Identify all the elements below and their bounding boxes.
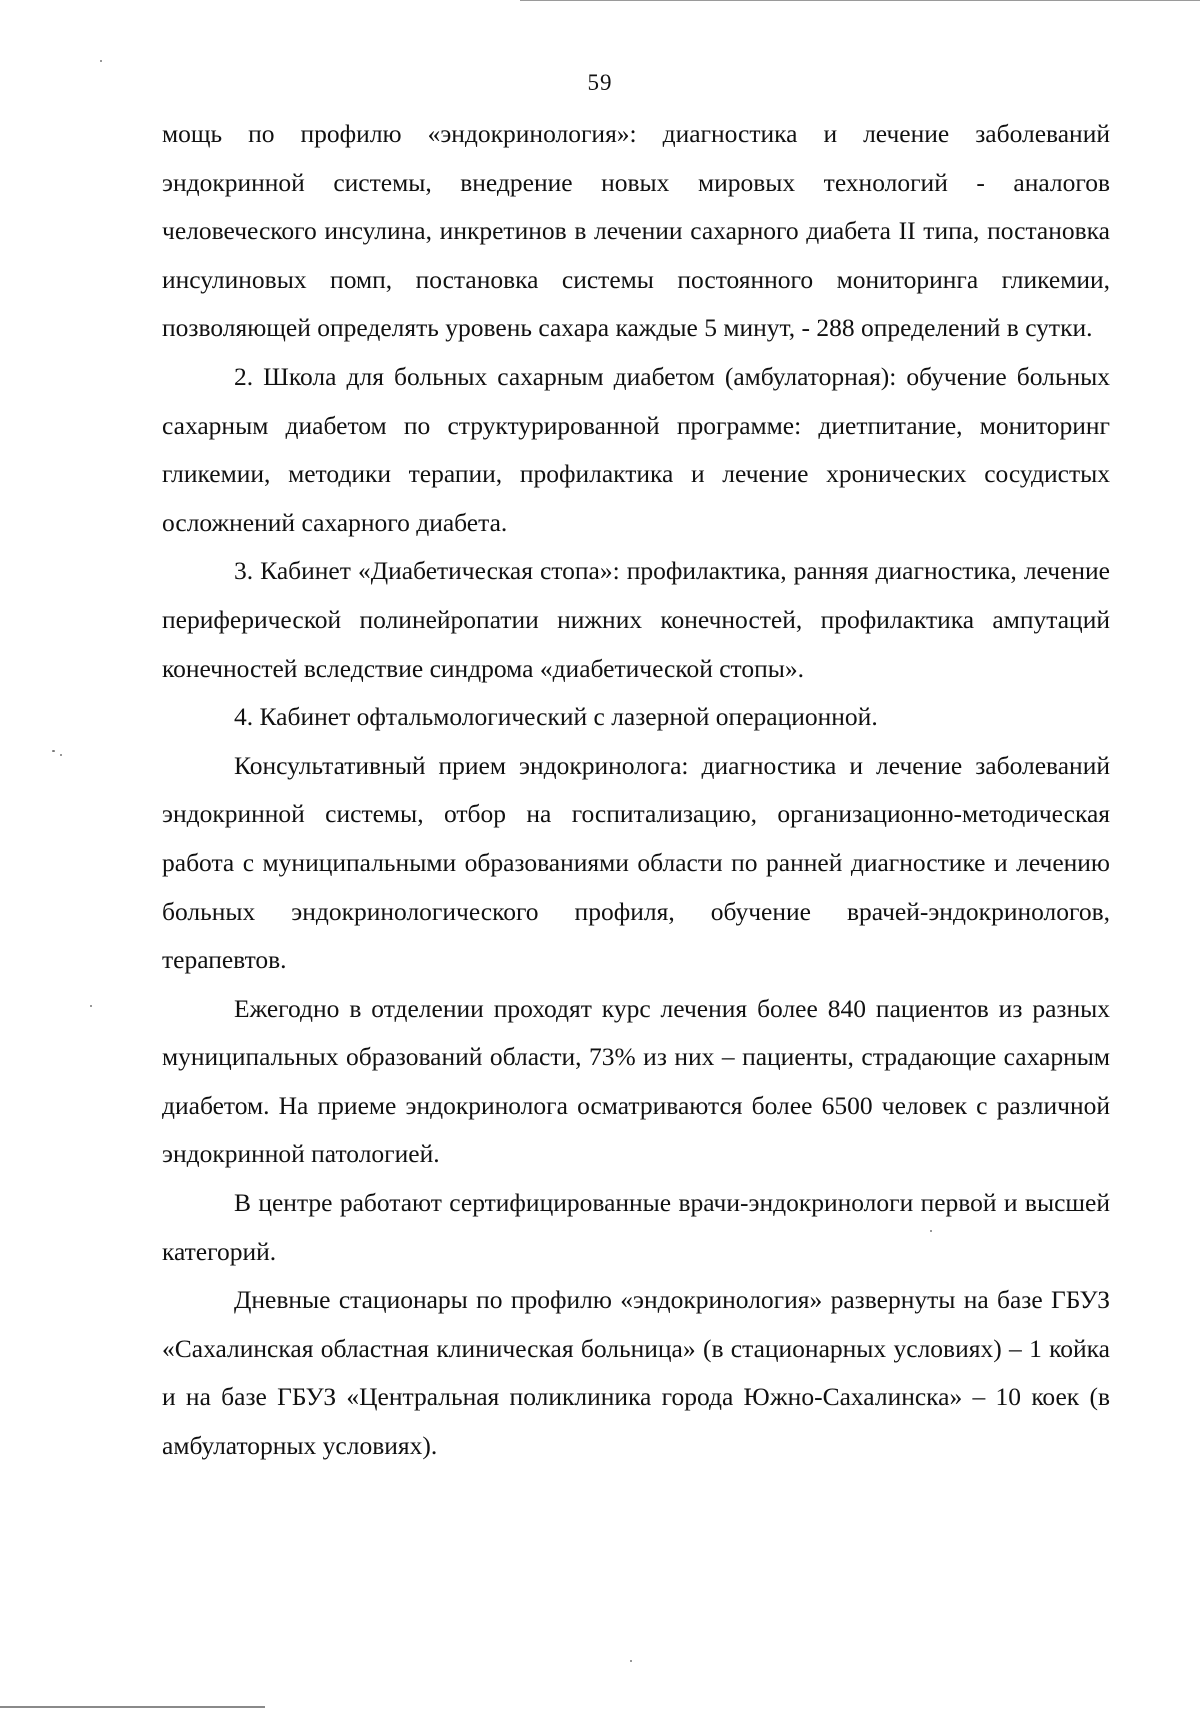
scan-speck bbox=[930, 1230, 932, 1232]
scan-speck bbox=[52, 750, 55, 752]
scan-speck bbox=[100, 60, 102, 62]
paragraph-consultation: Консультативный прием эндокринолога: диагностика и лечение заболеваний эндокринной системы, отбор на госпитализацию, организационно-методическая работа с муниципальными образованиями области по ранней диагностике и лечению больных эндокринологического профиля, обучение врачей-эндокринологов, терапевтов. bbox=[162, 750, 1110, 975]
page-number: 59 bbox=[587, 70, 613, 95]
scan-speck bbox=[630, 1660, 632, 1662]
scan-edge-line bbox=[520, 0, 1200, 1]
scan-speck bbox=[90, 1005, 92, 1007]
scan-speck bbox=[60, 754, 62, 756]
scan-edge-line bbox=[0, 1706, 265, 1708]
paragraph-ophthalmology: 4. Кабинет офтальмологический с лазерной операционной. bbox=[234, 702, 878, 732]
paragraph-staff: В центре работают сертифицированные врачи-эндокринологи первой и высшей категорий. bbox=[162, 1188, 1110, 1266]
paragraph-day-hospitals: Дневные стационары по профилю «эндокринология» развернуты на базе ГБУЗ «Сахалинская областная клиническая больница» (в стационарных условиях) – 1 койка и на базе ГБУЗ «Центральная поликлиника города Южно-Сахалинска» – 10 коек (в амбулаторных условиях). bbox=[162, 1285, 1110, 1461]
paragraph-diabetic-foot: 3. Кабинет «Диабетическая стопа»: профилактика, ранняя диагностика, лечение периферической полинейропатии нижних конечностей, профилактика ампутаций конечностей вследствие синдрома «диабетической стопы». bbox=[162, 556, 1110, 683]
paragraph-continuation: мощь по профилю «эндокринология»: диагностика и лечение заболеваний эндокринной системы, внедрение новых мировых технологий - аналогов человеческого инсулина, инкретинов в лечении сахарного диабета II типа, постановка инсулиновых помп, постановка системы постоянного мониторинга гликемии, позволяющей определять уровень сахара каждые 5 минут, - 288 определений в сутки. bbox=[162, 119, 1110, 343]
paragraph-diabetes-school: 2. Школа для больных сахарным диабетом (амбулаторная): обучение больных сахарным диабетом по структурированной программе: диетпитание, мониторинг гликемии, методики терапии, профилактика и лечение хронических сосудистых осложнений сахарного диабета. bbox=[162, 361, 1110, 537]
paragraph-annual-patients: Ежегодно в отделении проходят курс лечения более 840 пациентов из разных муниципальных образований области, 73% из них – пациенты, страдающие сахарным диабетом. На приеме эндокринолога осматриваются более 6500 человек с различной эндокринной патологией. bbox=[162, 993, 1110, 1169]
body-text bbox=[162, 110, 1110, 1471]
